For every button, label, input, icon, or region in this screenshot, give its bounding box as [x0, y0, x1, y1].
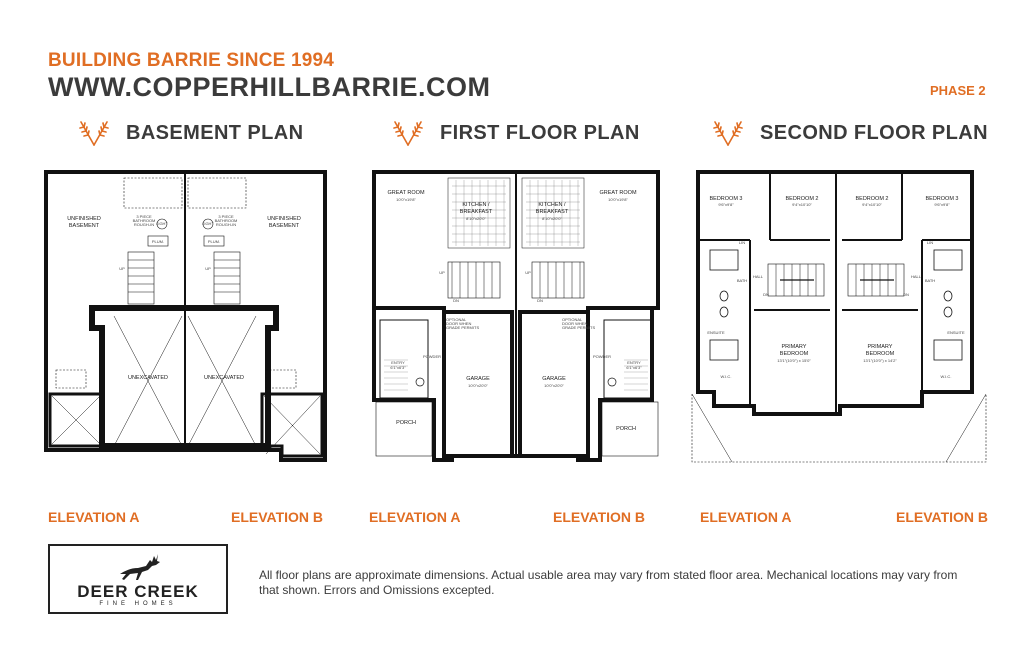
- note-label: OPTIONAL: [562, 317, 583, 322]
- room-label: BATH: [736, 278, 748, 283]
- second-floor-plan-heading: [710, 116, 988, 150]
- room-dimension: 6'1"x6'3": [626, 365, 642, 370]
- room-dimension: 9'4"x10'10": [862, 202, 882, 207]
- elevation-b-label: ELEVATION B: [231, 509, 324, 525]
- rough-in-label: BATHROOM: [132, 218, 156, 223]
- room-label: UNFINISHED: [267, 216, 301, 222]
- room-label: BASEMENT: [68, 223, 100, 229]
- stair-down-label: DN: [763, 292, 769, 297]
- room-dimension: 13'1"(10'0") x 15'0": [777, 358, 811, 363]
- room-label: KITCHEN /: [538, 202, 566, 208]
- deer-creek-logo: [48, 544, 228, 614]
- room-label: GREAT ROOM: [599, 190, 637, 196]
- room-label: HALL: [752, 274, 764, 279]
- room-label: BEDROOM 3: [925, 196, 959, 202]
- room-dimension: 10'0"x20'0": [544, 383, 564, 388]
- first-floor-plan-drawing: [372, 170, 664, 466]
- logo-name: DEER CREEK: [77, 582, 199, 601]
- room-label: POWDER: [423, 354, 441, 359]
- room-label: PRIMARY: [781, 344, 807, 350]
- room-label: BEDROOM: [865, 351, 895, 357]
- deer-icon: [116, 552, 164, 582]
- stair-down-label: DN: [903, 292, 909, 297]
- room-label: ENSUITE: [707, 330, 725, 335]
- note-label: OPTIONAL: [446, 317, 467, 322]
- elevation-a-label: ELEVATION A: [369, 509, 461, 525]
- wheat-icon: [710, 118, 746, 148]
- room-label: BEDROOM: [779, 351, 809, 357]
- plum-label: PLUM.: [151, 239, 165, 244]
- room-label: W.I.C.: [720, 374, 732, 379]
- room-label: PORCH: [396, 420, 416, 426]
- plan-title: BASEMENT PLAN: [126, 121, 304, 144]
- note-label: GRADE PERMITS: [446, 325, 480, 330]
- elevation-b-label: ELEVATION B: [896, 509, 989, 525]
- second-floor-plan-drawing: [690, 170, 990, 482]
- room-label: BEDROOM 2: [785, 196, 819, 202]
- room-dimension: 10'0"x19'8": [396, 197, 416, 202]
- stair-down-label: DN: [537, 298, 543, 303]
- room-label: GARAGE: [466, 376, 490, 382]
- room-label: BEDROOM 2: [855, 196, 889, 202]
- room-label: GREAT ROOM: [387, 190, 425, 196]
- rough-in-label: ROUGH-IN: [215, 222, 237, 227]
- note-label: DOOR WHEN: [446, 321, 472, 326]
- room-dimension: 6'1"x6'3": [390, 365, 406, 370]
- room-label: BATH: [924, 278, 936, 283]
- room-label: GARAGE: [542, 376, 566, 382]
- rough-in-label: BATHROOM: [214, 218, 238, 223]
- room-dimension: 13'1"(10'0") x 14'2": [863, 358, 897, 363]
- stair-up-label: UP: [439, 270, 445, 275]
- first-floor-plan-heading: [390, 116, 640, 150]
- rough-in-label: 3 PIECE: [136, 214, 152, 219]
- room-label: W.I.C.: [940, 374, 952, 379]
- plum-label: PLUM.: [207, 239, 221, 244]
- note-label: GRADE PERMITS: [562, 325, 596, 330]
- room-label: PORCH: [616, 426, 636, 432]
- room-label: BREAKFAST: [535, 209, 569, 215]
- room-label: UNFINISHED: [67, 216, 101, 222]
- room-label: POWDER: [593, 354, 611, 359]
- stair-up-label: UP: [119, 266, 125, 271]
- room-label: HALL: [910, 274, 922, 279]
- room-dimension: 9'6"x9'8": [718, 202, 734, 207]
- elevation-b-label: ELEVATION B: [553, 509, 646, 525]
- room-label: KITCHEN /: [462, 202, 490, 208]
- room-label: ENSUITE: [947, 330, 965, 335]
- room-label: BEDROOM 3: [709, 196, 743, 202]
- stair-down-label: DN: [453, 298, 459, 303]
- room-label: BASEMENT: [268, 223, 300, 229]
- wheat-icon: [76, 118, 112, 148]
- room-label: LIN: [926, 240, 934, 245]
- light-label: LIGHT: [202, 221, 214, 226]
- room-label: BREAKFAST: [459, 209, 493, 215]
- basement-plan-heading: [76, 116, 303, 150]
- plan-title: SECOND FLOOR PLAN: [760, 121, 988, 144]
- room-label: UNEXCAVATED: [127, 375, 169, 381]
- room-label: UNEXCAVATED: [203, 375, 245, 381]
- room-dimension: 9'4"x10'10": [792, 202, 812, 207]
- room-dimension: 9'6"x9'8": [934, 202, 950, 207]
- elevation-a-label: ELEVATION A: [48, 509, 140, 525]
- room-dimension: 10'0"x20'0": [468, 383, 488, 388]
- room-label: ENTRY: [627, 360, 641, 365]
- note-label: DOOR WHEN: [562, 321, 588, 326]
- rough-in-label: ROUGH-IN: [133, 222, 155, 227]
- room-dimension: 8'10"x20'0": [466, 216, 486, 221]
- tagline: BUILDING BARRIE SINCE 1994: [48, 50, 335, 71]
- wheat-icon: [390, 118, 426, 148]
- logo-subtitle: FINE HOMES: [99, 601, 177, 607]
- room-label: LIN: [738, 240, 746, 245]
- disclaimer-text: All floor plans are approximate dimensions. Actual usable area may vary from stated floor area. Mechanical locations may vary from that shown. Errors and Omissions excepted.: [259, 568, 958, 597]
- room-dimension: 10'0"x19'8": [608, 197, 628, 202]
- basement-plan-drawing: [44, 170, 330, 466]
- plan-title: FIRST FLOOR PLAN: [440, 121, 640, 144]
- room-dimension: 8'10"x20'0": [542, 216, 562, 221]
- phase-label: PHASE 2: [930, 83, 986, 98]
- rough-in-label: 3 PIECE: [218, 214, 234, 219]
- room-label: ENTRY: [391, 360, 405, 365]
- stair-up-label: UP: [525, 270, 531, 275]
- room-label: PRIMARY: [867, 344, 893, 350]
- light-label: LIGHT: [156, 221, 168, 226]
- elevation-a-label: ELEVATION A: [700, 509, 792, 525]
- website-url[interactable]: WWW.COPPERHILLBARRIE.COM: [48, 72, 491, 102]
- stair-up-label: UP: [205, 266, 211, 271]
